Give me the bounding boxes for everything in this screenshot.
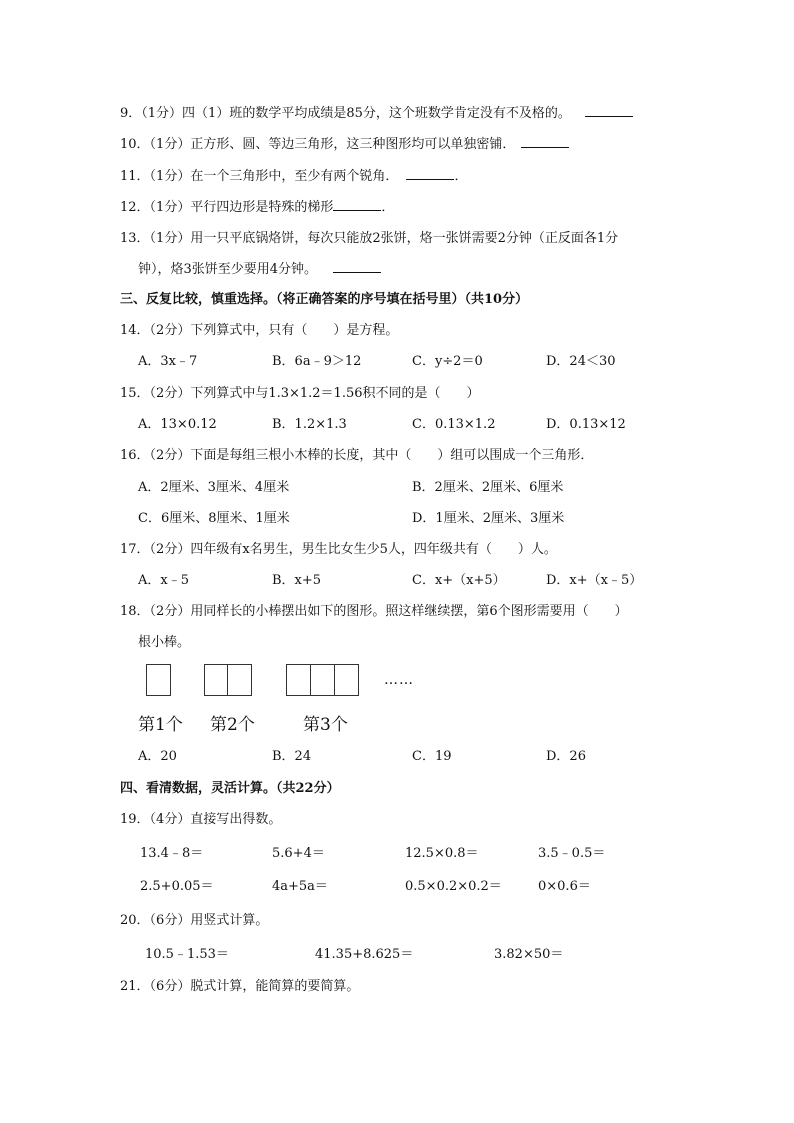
q19-item-3: 12.5×0.8＝ — [405, 846, 479, 861]
figure-3-squares — [286, 664, 359, 696]
question-19-stem: 19．（4分）直接写出得数。 — [120, 812, 282, 827]
q16-option-a[interactable]: A．2厘米、3厘米、4厘米 — [138, 480, 290, 495]
section-3-title: 三、反复比较，慎重选择。（将正确答案的序号填在括号里）（共10分） — [120, 292, 529, 307]
q19-item-6: 4a+5a＝ — [272, 879, 328, 894]
section-4-title: 四、看清数据，灵活计算。（共22分） — [120, 781, 340, 796]
matchstick-figure — [138, 658, 414, 736]
q16-option-b[interactable]: B．2厘米、2厘米、6厘米 — [412, 480, 564, 495]
q16-option-d[interactable]: D．1厘米、2厘米、3厘米 — [412, 511, 565, 526]
figure-1-label: 第1个 — [138, 715, 183, 735]
question-13-line2 — [138, 260, 381, 279]
answer-blank-11[interactable] — [406, 167, 454, 180]
q15-option-b[interactable]: B．1.2×1.3 — [272, 417, 347, 432]
answer-blank-9[interactable] — [585, 104, 633, 117]
q14-option-c[interactable]: C．y÷2＝0 — [412, 354, 483, 369]
q14-option-a[interactable]: A．3x﹣7 — [138, 354, 198, 369]
q19-item-5: 2.5+0.05＝ — [140, 879, 214, 894]
question-18-line1: 18．（2分）用同样长的小棒摆出如下的图形。照这样继续摆，第6个图形需要用（ ） — [120, 604, 628, 619]
q15-option-d[interactable]: D．0.13×12 — [546, 417, 626, 432]
continuation-dots: …… — [384, 672, 414, 688]
question-14-stem: 14．（2分）下列算式中，只有（ ）是方程。 — [120, 323, 399, 338]
q18-option-b[interactable]: B．24 — [272, 749, 312, 764]
question-10-text: 10．（1分）正方形、圆、等边三角形，这三种图形均可以单独密铺． — [120, 137, 516, 152]
q18-option-d[interactable]: D．26 — [546, 749, 586, 764]
q19-item-2: 5.6+4＝ — [272, 846, 325, 861]
question-15-stem: 15．（2分）下列算式中与1.3×1.2＝1.56积不同的是（ ） — [120, 386, 480, 401]
question-21-stem: 21．（6分）脱式计算，能简算的要简算。 — [120, 979, 360, 994]
figure-3-divider-2 — [334, 664, 335, 696]
question-20-stem: 20．（6分）用竖式计算。 — [120, 913, 269, 928]
answer-blank-12[interactable] — [333, 198, 381, 211]
q17-option-a[interactable]: A．x﹣5 — [138, 573, 189, 588]
q18-option-a[interactable]: A．20 — [138, 749, 177, 764]
question-12-text: 12．（1分）平行四边形是特殊的梯形 — [120, 200, 334, 215]
question-11 — [120, 167, 467, 186]
q19-item-4: 3.5﹣0.5＝ — [538, 846, 606, 861]
question-9-text: 9．（1分）四（1）班的数学平均成绩是85分，这个班数学肯定没有不及格的。 — [120, 106, 571, 121]
q15-option-c[interactable]: C．0.13×1.2 — [412, 417, 496, 432]
figure-1-square — [146, 664, 171, 696]
figure-2-divider — [227, 664, 228, 696]
question-16-stem: 16．（2分）下面是每组三根小木棒的长度，其中（ ）组可以围成一个三角形． — [120, 448, 594, 463]
q19-item-7: 0.5×0.2×0.2＝ — [405, 879, 502, 894]
q20-item-2: 41.35+8.625＝ — [315, 947, 414, 962]
question-18-line2: 根小棒。 — [138, 635, 191, 650]
q14-option-b[interactable]: B．6a﹣9＞12 — [272, 354, 362, 369]
answer-blank-10[interactable] — [521, 135, 569, 148]
q20-item-3: 3.82×50＝ — [494, 947, 564, 962]
question-12 — [120, 198, 394, 217]
answer-blank-13[interactable] — [333, 260, 381, 273]
question-12-tail: ． — [381, 200, 395, 215]
q19-item-8: 0×0.6＝ — [538, 879, 591, 894]
figure-3-divider-1 — [310, 664, 311, 696]
q18-option-c[interactable]: C．19 — [412, 749, 452, 764]
q17-option-b[interactable]: B．x+5 — [272, 573, 322, 588]
q17-option-c[interactable]: C．x+（x+5） — [412, 573, 506, 588]
q17-option-d[interactable]: D．x+（x﹣5） — [546, 573, 643, 588]
q14-option-d[interactable]: D．24＜30 — [546, 354, 616, 369]
question-13-line1: 13．（1分）用一只平底锅烙饼，每次只能放2张饼，烙一张饼需要2分钟（正反面各1分 — [120, 231, 619, 246]
question-9 — [120, 104, 633, 123]
question-11-text: 11．（1分）在一个三角形中，至少有两个锐角． — [120, 169, 399, 184]
question-10 — [120, 135, 569, 154]
figure-2-label: 第2个 — [210, 715, 255, 735]
question-13-text-2: 钟），烙3张饼至少要用4分钟。 — [138, 262, 318, 277]
q15-option-a[interactable]: A．13×0.12 — [138, 417, 217, 432]
q19-item-1: 13.4﹣8＝ — [140, 846, 204, 861]
figure-3-label: 第3个 — [303, 715, 348, 735]
question-17-stem: 17．（2分）四年级有x名男生，男生比女生少5人，四年级共有（ ）人。 — [120, 542, 557, 557]
q20-item-1: 10.5﹣1.53＝ — [145, 947, 229, 962]
q16-option-c[interactable]: C．6厘米、8厘米、1厘米 — [138, 511, 290, 526]
question-11-tail: ． — [454, 169, 468, 184]
